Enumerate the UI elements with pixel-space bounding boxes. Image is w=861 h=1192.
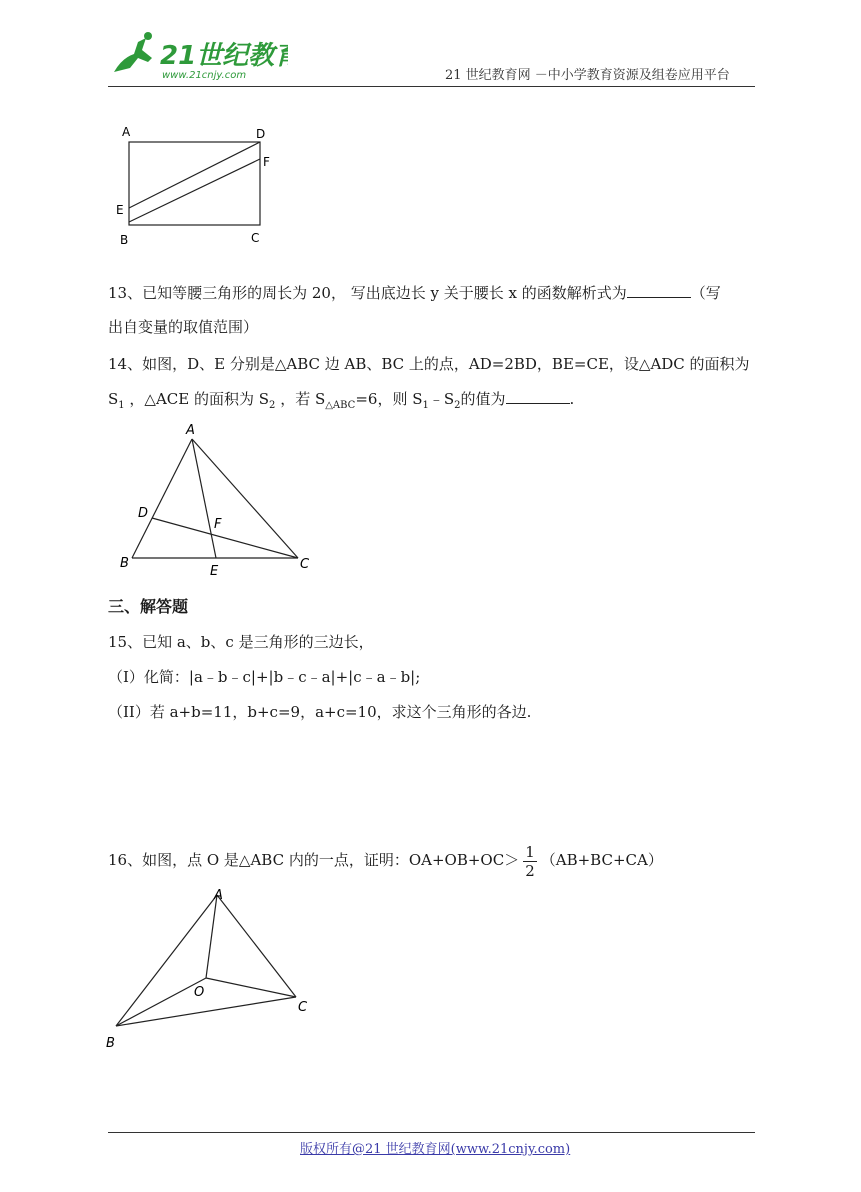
label-E: E [116, 203, 124, 217]
question-14-line1: 14、如图，D、E 分别是△ABC 边 AB、BC 上的点，AD=2BD，BE=CE，设△ADC 的面积为 [108, 355, 750, 373]
question-15-line1: 15、已知 a、b、c 是三角形的三边长， [108, 633, 374, 651]
question-14-line2: $S_1$ ，△ACE 的面积为 $S_2$ ，若 $S_{\triangle ABC}=6$，则 $S_1﹣S_2$的值为 . [108, 390, 575, 411]
label-E: E [210, 564, 219, 579]
label-D: D [138, 506, 149, 521]
footer-copyright-link[interactable]: 版权所有@21 世纪教育网(www.21cnjy.com) [300, 1142, 571, 1157]
label-A: A [122, 125, 131, 139]
label-B: B [120, 556, 129, 571]
label-B: B [120, 233, 129, 247]
label-A: A [214, 888, 223, 903]
label-F: F [214, 517, 222, 532]
figure-triangle-o [100, 885, 330, 1055]
question-16: 16、如图，点 O 是△ABC 内的一点，证明：OA+OB+OC＞ $\frac{1}{2}$ （AB+BC+CA） [108, 842, 663, 880]
site-logo [108, 28, 288, 84]
question-15-part2: （II）若 a+b=11，b+c=9，a+c=10，求这个三角形的各边. [108, 703, 532, 721]
answer-blank-13 [627, 283, 691, 298]
site-title: 21 世纪教育网 －中小学教育资源及组卷应用平台 [445, 68, 730, 83]
label-B: B [106, 1036, 115, 1051]
question-13-line2: 出自变量的取值范围） [108, 318, 259, 336]
label-O: O [194, 985, 205, 1000]
header-divider [108, 86, 755, 87]
label-F: F [263, 155, 270, 169]
fraction-one-half: $\frac{1}{2}$ [525, 842, 535, 880]
figure-rectangle [108, 122, 288, 252]
label-C: C [298, 1000, 308, 1015]
answer-blank-14 [506, 389, 570, 404]
label-C: C [251, 231, 260, 245]
figure-triangle-def [108, 420, 328, 580]
footer-divider [108, 1132, 755, 1133]
logo-runner-icon [108, 28, 288, 84]
label-C: C [300, 557, 310, 572]
label-D: D [256, 127, 266, 141]
logo-url-text: www.21cnjy.com [162, 70, 247, 81]
question-15-part1: （I）化简：|a﹣b﹣c|+|b﹣c﹣a|+|c﹣a﹣b|; [108, 668, 421, 686]
label-A: A [186, 423, 195, 438]
logo-text: 21世纪教育 [160, 41, 288, 71]
section-heading: 三、解答题 [108, 597, 189, 616]
question-13-line1: 13、已知等腰三角形的周长为 20， 写出底边长 y 关于腰长 x 的函数解析式为 （写 [108, 284, 721, 302]
